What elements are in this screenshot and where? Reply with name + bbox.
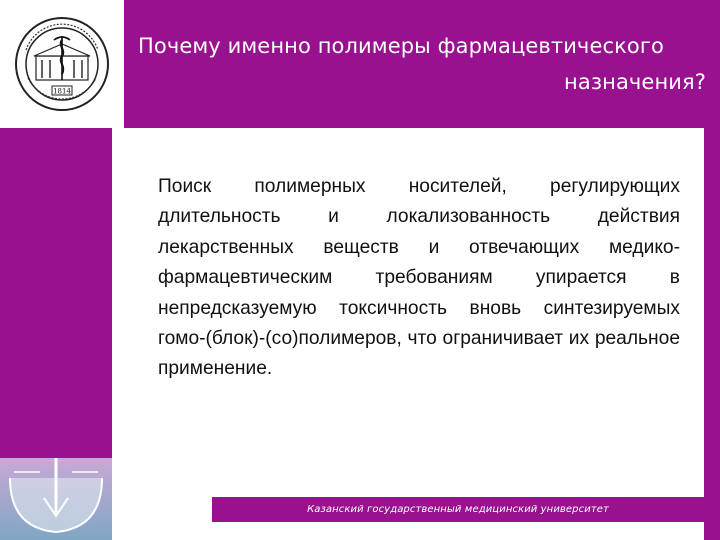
university-seal-icon bbox=[14, 16, 110, 112]
lab-flask-icon bbox=[0, 458, 112, 540]
slide-title bbox=[138, 28, 706, 100]
footer-bar bbox=[212, 497, 704, 522]
slide-title-line2: назначения? bbox=[564, 70, 706, 94]
footer-university-name: Казанский государственный медицинский университет bbox=[307, 504, 609, 515]
slide-title-line1: Почему именно полимеры фармацевтического bbox=[138, 34, 664, 58]
slide-body-text: Поиск полимерных носителей, регулирующих длительность и локализованность действия лекарственных веществ и отвечающих медико-фармацевтическим требованиям упирается в непредсказуемую токсичность вновь синтезируемых гомо-(блок)-(со)полимеров, что ограничивает их реальное применение. bbox=[158, 176, 680, 380]
logo-box bbox=[0, 0, 124, 128]
logo-year: 1814 bbox=[53, 87, 71, 96]
right-accent-strip bbox=[704, 128, 720, 540]
